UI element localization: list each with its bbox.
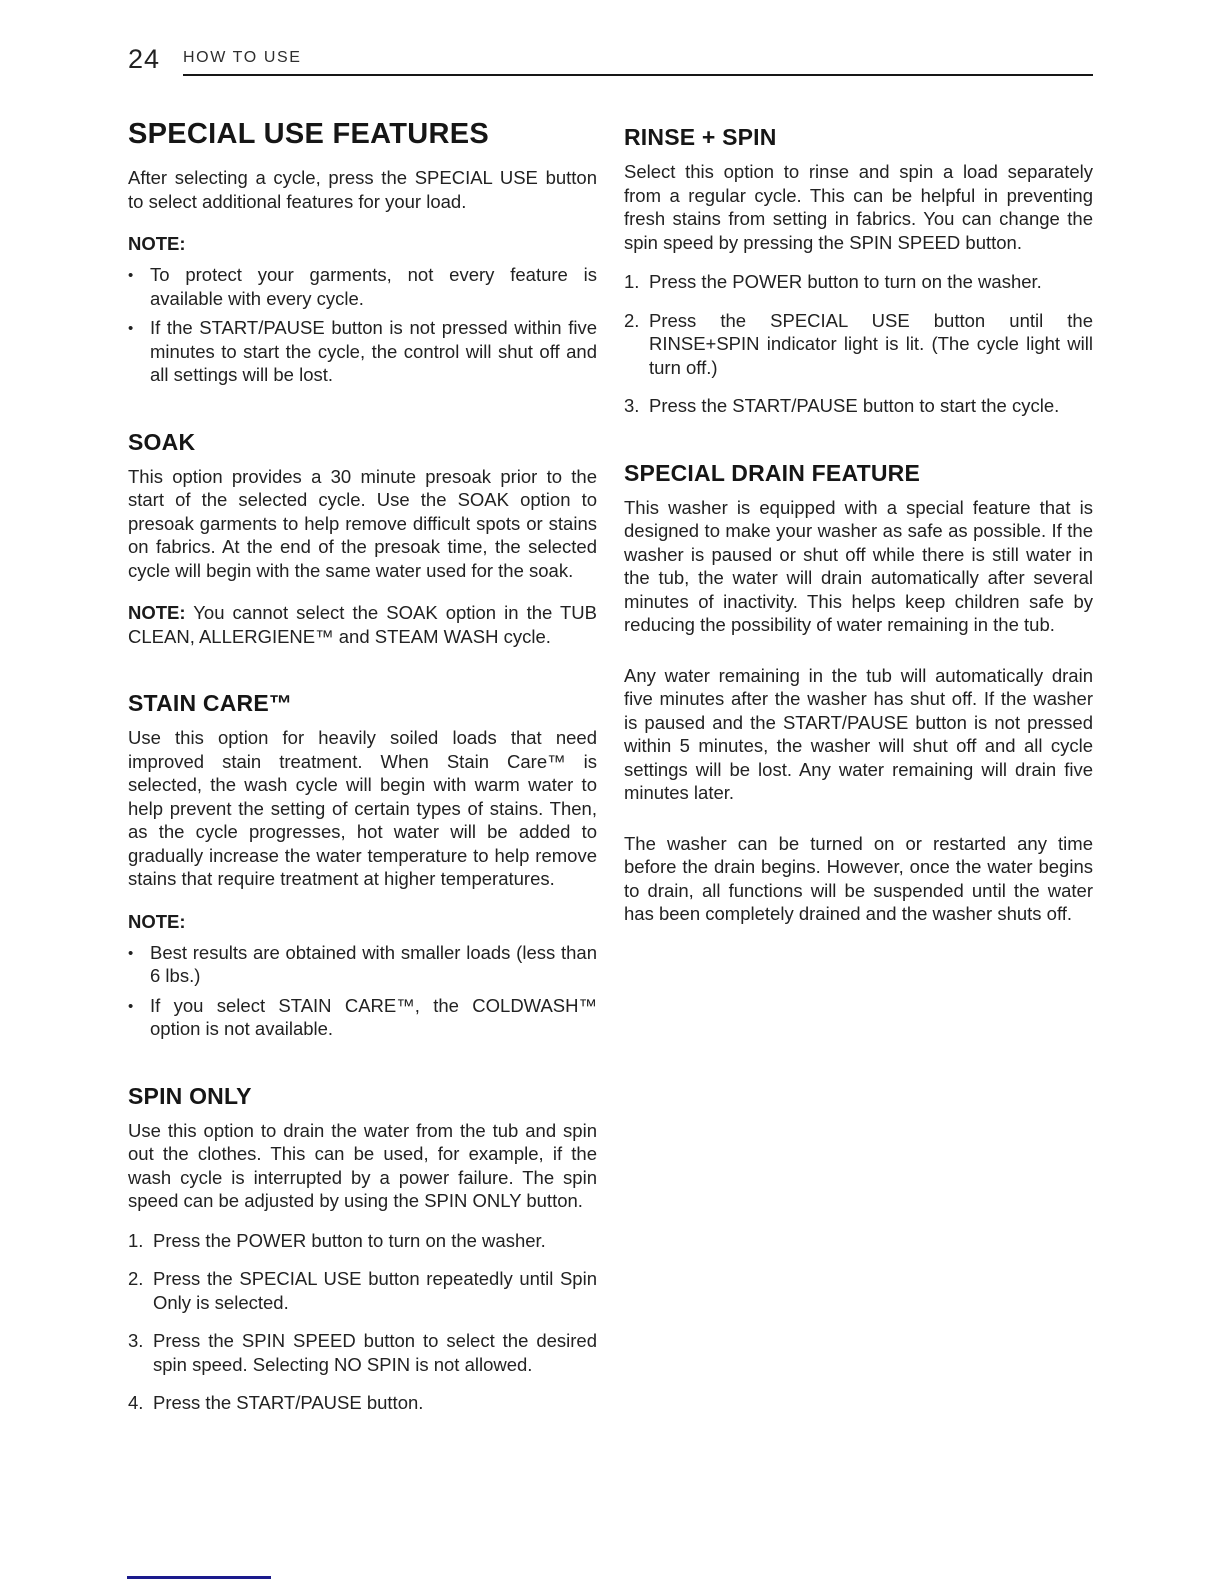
paragraph: Use this option for heavily soiled loads that need improved stain treatment. When Stain Care™ is selected, the wash cycle will begin with warm water to help prevent the setting of certain types of stains. Then, as the cycle progresses, hot water will be added to gradually increase the water temperature to help remove stains that require treatment at higher temperatures. [128,727,597,889]
item-number: 4. [128,1392,144,1413]
item-number: 1. [128,1229,144,1251]
paragraph: Any water remaining in the tub will automatically drain five minutes after the washer has shut off. If the washer is paused and the START/PAUSE button is not pressed within 5 minutes, the washer will shut off and all cycle settings will be lost. Any water remaining will drain five minutes later. [624,664,1093,803]
header-title: HOW TO USE [183,49,302,66]
bullet-item-text: To protect your garments, not every feature is available with every cycle. [150,264,597,309]
numbered-item-text: Press the SPECIAL USE button until the RINSE+SPIN indicator light is lit. (The cycle light will turn off.) [649,309,1093,378]
section-title: SPECIAL DRAIN FEATURE [624,459,920,486]
page-number: 24 [128,44,161,74]
right-column [624,118,1093,1431]
section [128,690,597,1041]
note-inline-label: NOTE: [128,602,186,623]
numbered-item [128,1329,597,1376]
bullet-list [128,263,597,387]
numbered-item [624,309,1093,380]
numbered-item-text: Press the START/PAUSE button. [153,1392,424,1413]
section-title: SOAK [128,428,196,455]
note-paragraph [128,601,597,648]
section-title: RINSE + SPIN [624,124,777,150]
item-number: 3. [624,395,640,416]
bullet-list [128,941,597,1041]
header-title-wrap [183,46,1093,76]
note-label: NOTE: [128,910,186,932]
bullet-icon: • [128,997,134,1015]
header-rule [183,74,1093,76]
section [128,429,597,649]
numbered-item [624,394,1093,418]
bullet-item-text: Best results are obtained with smaller loads (less than 6 lbs.) [150,941,597,986]
item-number: 1. [624,271,640,292]
bullet-item-text: If you select STAIN CARE™, the COLDWASH™ option is not available. [150,994,597,1039]
bullet-item-text: If the START/PAUSE button is not pressed within five minutes to start the cycle, the control will shut off and all settings will be lost. [150,317,597,385]
paragraph: Use this option to drain the water from the tub and spin out the clothes. This can be used, for example, if the wash cycle is interrupted by a power failure. The spin speed can be adjusted by using the SPIN ONLY button. [128,1119,597,1211]
numbered-item [128,1391,597,1415]
page-header [128,46,1093,76]
bullet-item [128,316,597,387]
page-content [128,118,1093,1431]
numbered-list [624,270,1093,418]
paragraph: This washer is equipped with a special feature that is designed to make your washer as safe as possible. If the washer is paused or shut off while there is still water in the tub, the water will drain automatically after several minutes of inactivity. This helps keep children safe by reducing the possibility of water remaining in the tub. [624,496,1093,635]
section-title: SPECIAL USE FEATURES [128,118,490,150]
section [128,118,597,387]
item-number: 3. [128,1330,144,1351]
numbered-item-text: Press the START/PAUSE button to start the cycle. [649,395,1060,416]
note-paragraph-text: You cannot select the SOAK option in the TUB CLEAN, ALLERGIENE™ and STEAM WASH cycle. [128,602,597,647]
numbered-item [624,270,1093,294]
numbered-item-text: Press the SPECIAL USE button repeatedly until Spin Only is selected. [153,1268,597,1313]
bullet-icon: • [128,267,134,284]
left-column [128,118,597,1431]
numbered-item [128,1229,597,1253]
item-number: 2. [624,309,640,331]
bullet-item [128,941,597,988]
numbered-item-text: Press the SPIN SPEED button to select the desired spin speed. Selecting NO SPIN is not allowed. [153,1330,597,1375]
paragraph: This option provides a 30 minute presoak prior to the start of the selected cycle. Use the SOAK option to presoak garments to help remove difficult spots or stains on fabrics. At the end of the presoak time, the selected cycle will begin with the same water used for the soak. [128,465,597,581]
paragraph: Select this option to rinse and spin a load separately from a regular cycle. This can be helpful in preventing fresh stains from setting in fabrics. You can change the spin speed by pressing the SPIN SPEED button. [624,161,1093,253]
section-title: SPIN ONLY [128,1082,252,1109]
numbered-item-text: Press the POWER button to turn on the washer. [649,271,1042,292]
numbered-item-text: Press the POWER button to turn on the washer. [153,1229,546,1251]
section-title: STAIN CARE™ [128,690,293,716]
note-label: NOTE: [128,233,186,254]
bullet-item [128,994,597,1041]
numbered-item [128,1267,597,1314]
paragraph: After selecting a cycle, press the SPECIAL USE button to select additional features for your load. [128,167,597,212]
item-number: 2. [128,1268,144,1289]
section [624,460,1093,926]
paragraph: The washer can be turned on or restarted any time before the drain begins. However, once the water begins to drain, all functions will be suspended until the water has been completely drained and the washer shuts off. [624,832,1093,924]
footer-accent-line [127,1576,271,1579]
section [128,1083,597,1415]
numbered-list [128,1229,597,1415]
bullet-item [128,263,597,310]
section [624,124,1093,418]
bullet-icon: • [128,320,134,337]
bullet-icon: • [128,944,134,962]
